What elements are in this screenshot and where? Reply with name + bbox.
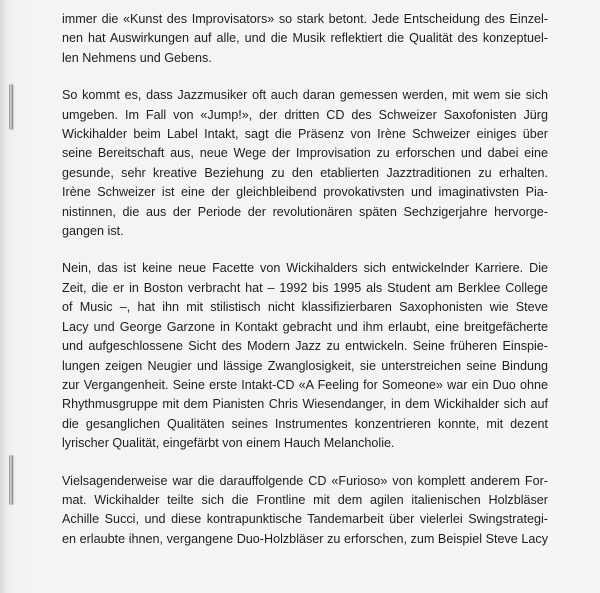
page-gutter-shadow	[0, 0, 6, 593]
paragraph-4	[62, 472, 548, 550]
text-line: Wickihalder beim Label Intakt, sagt die Präsenz von Irène Schweizer einiges über	[62, 127, 548, 142]
text-line: So kommt es, dass Jazzmusiker oft auch daran gemessen werden, mit wem sie sich	[62, 88, 548, 103]
text-line: nistinnen, die aus der Periode der revolutionären späten Sechzigerjahre hervorge-	[62, 204, 548, 219]
text-line: und aufgeschlossene Sicht des Modern Jazz zu entwickeln. Seine früheren Einspie-	[62, 339, 548, 354]
text-line: Vielsagenderweise war die darauffolgende CD «Furioso» von komplett anderem For-	[62, 473, 548, 488]
text-line: nen hat Auswirkungen auf alle, und die Musik reflektiert die Qualität des konzeptuel-	[62, 31, 548, 46]
text-line: seine Bereitschaft aus, neue Wege der Improvisation zu erforschen und dabei eine	[62, 146, 548, 161]
text-line: lungen zeigen Neugier und lässige Zwanglosigkeit, sie unterstreichen seine Bindung	[62, 358, 548, 373]
text-line: immer die «Kunst des Improvisators» so stark betont. Jede Entscheidung des Einzel-	[62, 12, 548, 26]
text-line: Zeit, die er in Boston verbracht hat – 1992 bis 1995 als Student am Berklee College	[62, 280, 548, 295]
staple-bottom	[9, 455, 13, 505]
paragraph-1	[62, 10, 548, 68]
text-line: gangen ist.	[62, 224, 124, 239]
text-line: Irène Schweizer ist eine der gleichbleibend provokativsten und imaginativsten Pia-	[62, 185, 548, 200]
text-line: Nein, das ist keine neue Facette von Wickihalders sich entwickelnder Karriere. Die	[62, 261, 548, 276]
text-line: en erlaubte ihnen, vergangene Duo-Holzbläser zu erforschen, zum Beispiel Steve Lacy	[62, 531, 548, 546]
text-line: lyrischer Qualität, eingefärbt von einem Hauch Melancholie.	[62, 436, 395, 451]
text-line: len Nehmens und Gebens.	[62, 50, 212, 65]
text-line: of Music –, hat ihn mit stilistisch nicht klassifizierbaren Saxophonisten wie Steve	[62, 300, 548, 315]
staple-top	[9, 84, 13, 130]
text-line: gesunde, sehr kreative Beziehung zu den etablierten Jazztraditionen zu erhalten.	[62, 165, 548, 180]
paragraph-3	[62, 259, 548, 453]
text-line: Rhythmusgruppe mit dem Pianisten Chris Wiesendanger, in dem Wickihalder sich auf	[62, 397, 548, 412]
text-line: zur Vergangenheit. Seine erste Intakt-CD «A Feeling for Someone» war ein Duo ohne	[62, 377, 548, 392]
text-line: die gesanglichen Qualitäten seines Instrumentes konzentrieren konnte, mit dezent	[62, 416, 548, 431]
text-line: mat. Wickihalder teilte sich die Frontline mit dem agilen italienischen Holzbläser	[62, 492, 548, 507]
paragraph-2	[62, 86, 548, 241]
text-line: umgeben. Im Fall von «Jump!», der dritten CD des Schweizer Saxofonisten Jürg	[62, 107, 548, 122]
text-line: Lacy und George Garzone in Kontakt gebracht und ihm erlaubt, eine breitgefächerte	[62, 319, 548, 334]
text-line: Achille Succi, und diese kontrapunktische Tandemarbeit über vielerlei Swingstrategi-	[62, 512, 548, 527]
body-text	[62, 10, 548, 567]
